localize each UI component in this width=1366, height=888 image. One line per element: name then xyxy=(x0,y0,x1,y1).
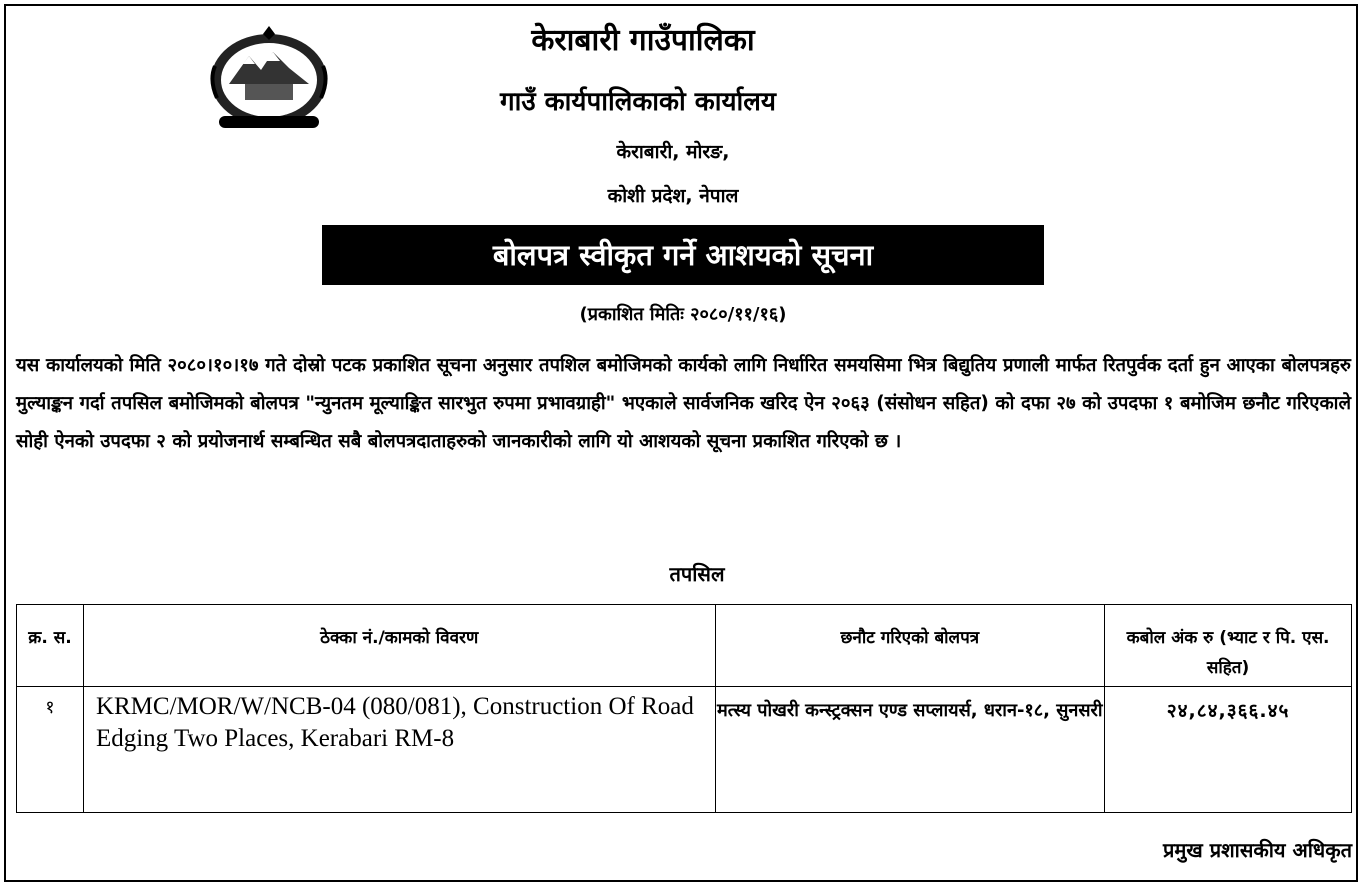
details-table xyxy=(16,604,1352,813)
row-serial: १ xyxy=(17,687,84,813)
row-bidder: मत्स्य पोखरी कन्स्ट्रक्सन एण्ड सप्लायर्स, धरान-१८, सुनसरी xyxy=(715,687,1105,813)
office-name: गाउँ कार्यपालिकाको कार्यालय xyxy=(500,87,776,117)
address-line-2: कोशी प्रदेश, नेपाल xyxy=(607,185,739,207)
col-serial: क्र. स. xyxy=(17,605,84,687)
table-row xyxy=(17,687,1352,813)
table-header-row xyxy=(17,605,1352,687)
notice-body: यस कार्यालयको मिति २०८०।१०।१७ गते दोस्रो पटक प्रकाशित सूचना अनुसार तपशिल बमोजिमको कार्यको लागि निर्धारित समयसिमा भित्र बिद्युतिय प्रणाली मार्फत रितपुर्वक दर्ता हुन आएका बोलपत्रहरु मुल्याङ्कन गर्दा तपसिल बमोजिमको बोलपत्र "न्युनतम मूल्याङ्कित सारभुत रुपमा प्रभावग्राही" भएकाले सार्वजनिक खरिद ऐन २०६३ (संसोधन सहित) को दफा २७ को उपदफा १ बमोजिम छनौट गरिएकाले सोही ऐनको उपदफा २ को प्रयोजनार्थ सम्बन्धित सबै बोलपत्रदाताहरुको जानकारीको लागि यो आशयको सूचना प्रकाशित गरिएको छ । xyxy=(16,355,1351,452)
col-selected-bidder: छनौट गरिएको बोलपत्र xyxy=(715,605,1105,687)
notice-title: बोलपत्र स्वीकृत गर्ने आशयको सूचना xyxy=(322,225,1044,285)
col-description: ठेक्का नं./कामको विवरण xyxy=(83,605,715,687)
table-heading: तपसिल xyxy=(669,562,725,586)
published-date: (प्रकाशित मितिः २०८०/११/१६) xyxy=(579,304,787,325)
row-description: KRMC/MOR/W/NCB-04 (080/081), Construction Of Road Edging Two Places, Kerabari RM-8 xyxy=(83,687,715,813)
row-amount: २४,८४,३६६.४५ xyxy=(1105,687,1352,813)
signatory: प्रमुख प्रशासकीय अधिकृत xyxy=(1163,838,1352,862)
municipality-name: केराबारी गाउँपालिका xyxy=(531,23,755,58)
address-line-1: केराबारी, मोरङ, xyxy=(616,141,730,163)
col-bid-amount: कबोल अंक रु (भ्याट र पि. एस. सहित) xyxy=(1105,605,1352,687)
